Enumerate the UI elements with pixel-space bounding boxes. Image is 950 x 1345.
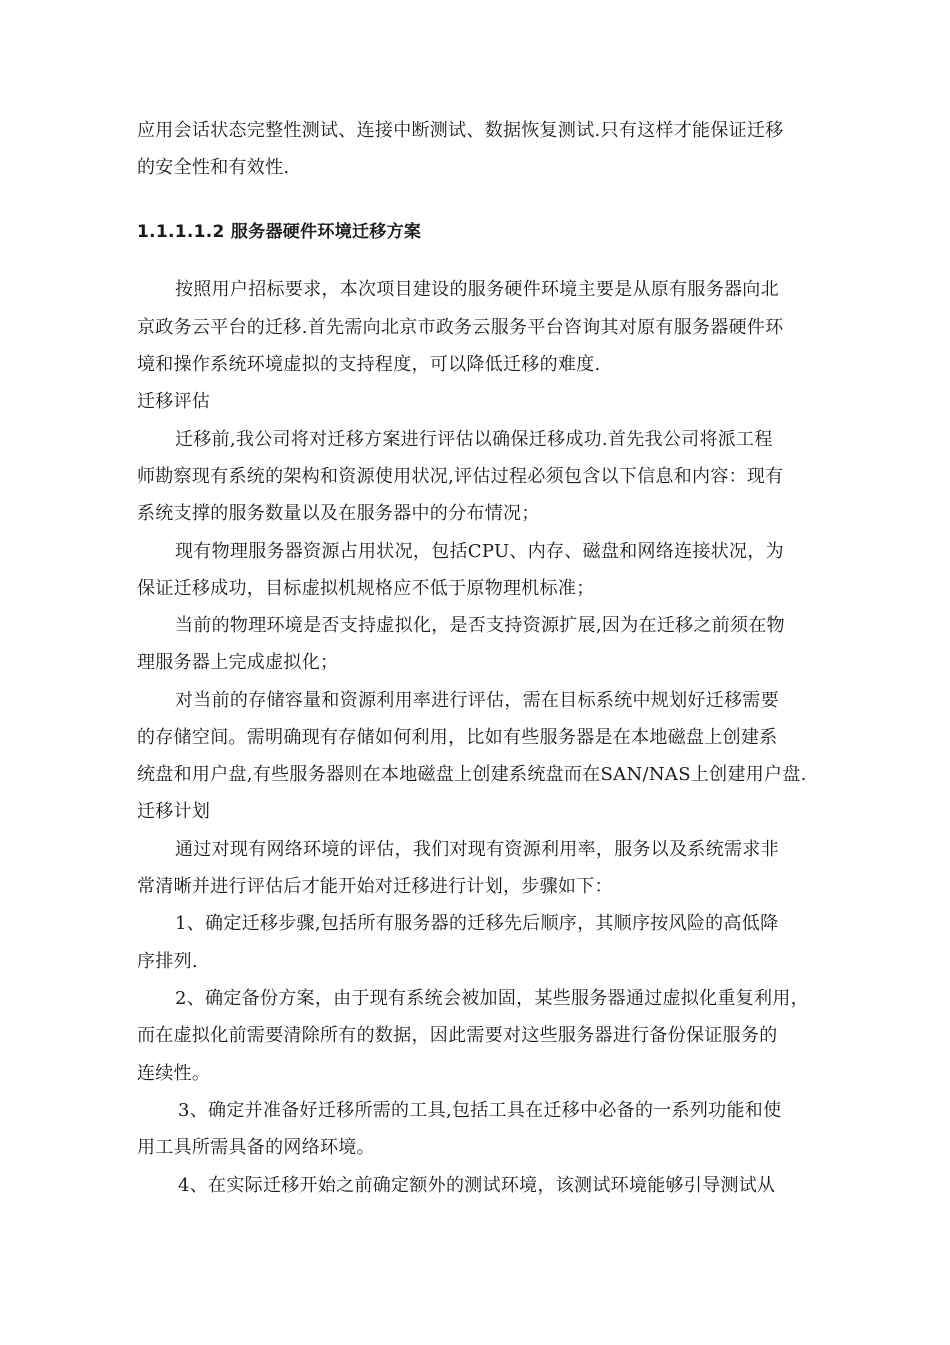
subheading-migration-assessment: 迁移评估 (137, 391, 211, 412)
paragraph-line: 理服务器上完成虚拟化； (137, 652, 339, 673)
list-item-line: 4、在实际迁移开始之前确定额外的测试环境，该测试环境能够引导测试从 (178, 1175, 776, 1196)
paragraph-line: 的安全性和有效性. (137, 157, 290, 178)
list-item-line: 而在虚拟化前需要清除所有的数据，因此需要对这些服务器进行备份保证服务的 (137, 1025, 778, 1046)
paragraph-line: 系统支撑的服务数量以及在服务器中的分布情况； (137, 503, 540, 524)
paragraph-line: 师勘察现有系统的架构和资源使用状况,评估过程必须包含以下信息和内容：现有 (137, 466, 784, 487)
list-item-line: 2、确定备份方案，由于现有系统会被加固，某些服务器通过虚拟化重复利用， (175, 988, 809, 1009)
paragraph-line: 按照用户招标要求，本次项目建设的服务硬件环境主要是从原有服务器向北 (175, 279, 779, 300)
list-item-line: 序排列. (137, 951, 198, 972)
paragraph-line: 统盘和用户盘,有些服务器则在本地磁盘上创建系统盘而在SAN/NAS上创建用户盘. (137, 764, 807, 785)
paragraph-line: 通过对现有网络环境的评估，我们对现有资源利用率，服务以及系统需求非 (175, 839, 779, 860)
list-item-line: 用工具所需具备的网络环境。 (137, 1137, 375, 1158)
paragraph-line: 当前的物理环境是否支持虚拟化，是否支持资源扩展,因为在迁移之前须在物 (175, 615, 785, 636)
list-item-line: 连续性。 (137, 1063, 211, 1084)
paragraph-line: 常清晰并进行评估后才能开始对迁移进行计划，步骤如下： (137, 876, 613, 897)
paragraph-line: 迁移前,我公司将对迁移方案进行评估以确保迁移成功.首先我公司将派工程 (175, 429, 773, 450)
paragraph-line: 境和操作系统环境虚拟的支持程度，可以降低迁移的难度. (137, 354, 601, 375)
section-heading: 1.1.1.1.2 服务器硬件环境迁移方案 (137, 222, 422, 242)
subheading-migration-plan: 迁移计划 (137, 801, 211, 822)
paragraph-line: 现有物理服务器资源占用状况，包括CPU、内存、磁盘和网络连接状况，为 (175, 541, 784, 562)
list-item-line: 3、确定并准备好迁移所需的工具,包括工具在迁移中必备的一系列功能和使 (178, 1100, 782, 1121)
paragraph-line: 对当前的存储容量和资源利用率进行评估，需在目标系统中规划好迁移需要 (175, 690, 779, 711)
paragraph-line: 京政务云平台的迁移.首先需向北京市政务云服务平台咨询其对原有服务器硬件环 (137, 317, 784, 338)
list-item-line: 1、确定迁移步骤,包括所有服务器的迁移先后顺序，其顺序按风险的高低降 (175, 913, 779, 934)
paragraph-line: 应用会话状态完整性测试、连接中断测试、数据恢复测试.只有这样才能保证迁移 (137, 120, 784, 141)
paragraph-line: 保证迁移成功，目标虚拟机规格应不低于原物理机标准； (137, 578, 595, 599)
paragraph-line: 的存储空间。需明确现有存储如何利用，比如有些服务器是在本地磁盘上创建系 (137, 727, 778, 748)
